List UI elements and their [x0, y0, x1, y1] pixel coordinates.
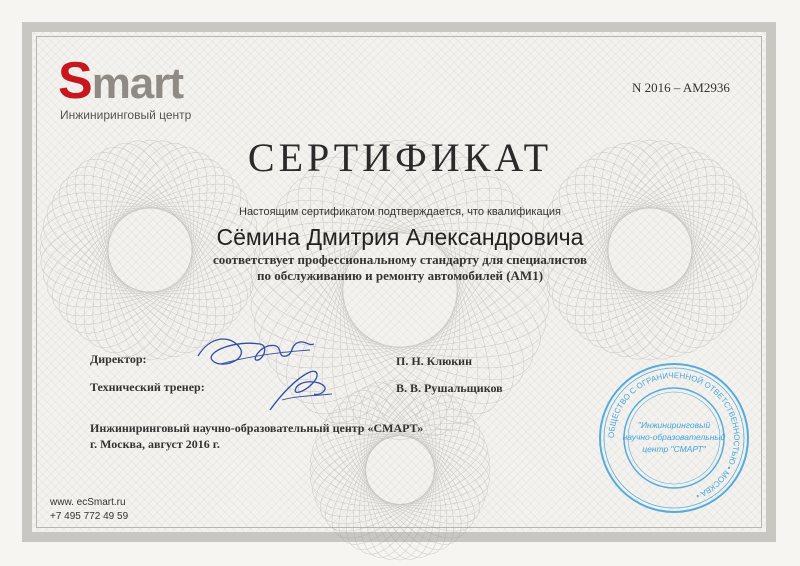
trainer-signature — [262, 366, 342, 416]
standard-text — [0, 252, 800, 284]
seal-line-2: научно-образовательный — [622, 432, 726, 442]
smart-logo — [58, 52, 228, 126]
seal-line-3: центр "СМАРТ" — [642, 444, 706, 454]
director-name: П. Н. Клюкин — [396, 354, 473, 368]
logo-rest: mart — [91, 59, 184, 108]
logo-s-letter: S — [58, 52, 92, 110]
trainer-label: Технический тренер: — [90, 380, 205, 394]
standard-line-1: соответствует профессиональному стандарту для специалистов — [213, 252, 587, 267]
seal-ring-text: ОБЩЕСТВО С ОГРАНИЧЕННОЙ ОТВЕТСТВЕННОСТЬЮ • МОСКВА • — [606, 370, 742, 501]
organization-name: Инжиниринговый научно-образовательный центр «СМАРТ» — [90, 421, 424, 435]
website: www. ecSmart.ru — [50, 497, 126, 508]
place-date: г. Москва, август 2016 г. — [90, 437, 220, 451]
director-label: Директор: — [90, 352, 147, 366]
certificate-number: N 2016 – AM2936 — [632, 80, 730, 95]
trainer-name: В. В. Рушальщиков — [396, 381, 503, 395]
contacts — [50, 496, 128, 524]
seal-line-1: "Инжиниринговый — [637, 420, 711, 430]
recipient-name: Сёмина Дмитрия Александровича — [216, 224, 584, 250]
organization-seal — [594, 358, 754, 518]
certificate-title: СЕРТИФИКАТ — [247, 135, 553, 180]
intro-text: Настоящим сертификатом подтверждается, что квалификация — [239, 206, 561, 218]
phone: +7 495 772 49 59 — [50, 511, 129, 522]
standard-line-2: по обслуживанию и ремонту автомобилей (AM1) — [256, 268, 544, 283]
logo-subtitle: Инжиниринговый центр — [60, 108, 192, 122]
logo-wordmark — [58, 52, 184, 110]
